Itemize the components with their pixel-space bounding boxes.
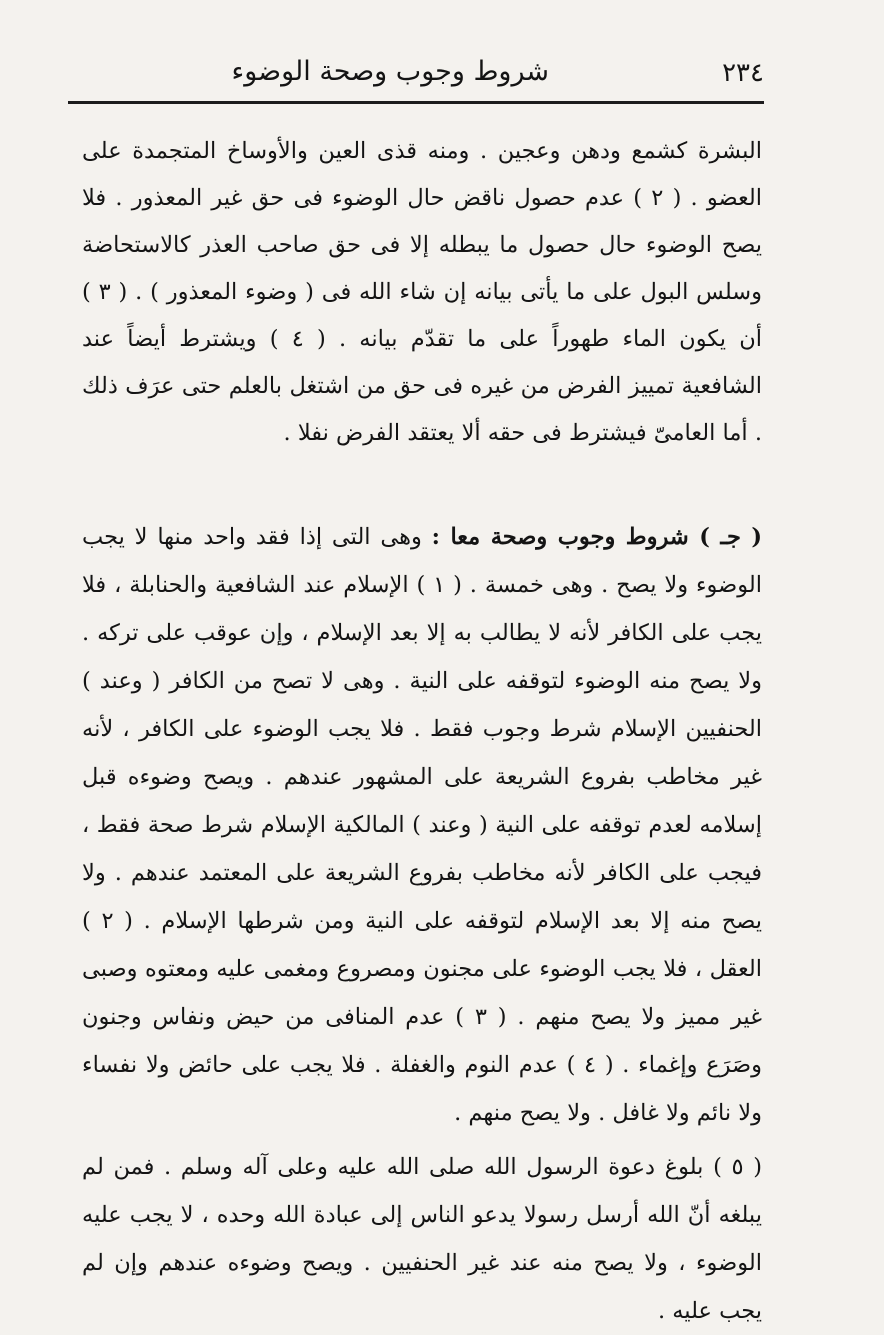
body-text (82, 128, 762, 1335)
paragraph-text: ( ٥ ) بلوغ دعوة الرسول الله صلى الله عليه وعلى آله وسلم . فمن لم يبلغه أنّ الله أرسل رسولا يدعو الناس إلى عبادة الله وحده ، لا يجب عليه الوضوء ، ولا يصح منه عند غير الحنفيين . ويصح وضوءه عندهم وإن لم يجب عليه . (82, 1154, 762, 1324)
paragraph-text: وهى التى إذا فقد واحد منها لا يجب الوضوء ولا يصح . وهى خمسة . ( ١ ) الإسلام عند الشافعية والحنابلة ، فلا يجب على الكافر لأنه لا يطالب به إلا بعد الإسلام ، وإن عوقب على تركه . ولا يصح منه الوضوء لتوقفه على النية . وهى لا تصح من الكافر ( وعند ) الحنفيين الإسلام شرط وجوب فقط . فلا يجب الوضوء على الكافر ، لأنه غير مخاطب بفروع الشريعة على المشهور عندهم . ويصح وضوءه قبل إسلامه لعدم توقفه على النية ( وعند ) المالكية الإسلام شرط صحة فقط ، فيجب على الكافر لأنه مخاطب بفروع الشريعة على المعتمد عندهم . ولا يصح منه إلا بعد الإسلام لتوقفه على النية ومن شرطها الإسلام . ( ٢ ) العقل ، فلا يجب الوضوء على مجنون ومصروع ومغمى عليه ومعتوه وصبى غير مميز ولا يصح منهم . ( ٣ ) عدم المنافى من حيض ونفاس وجنون وصَرَع وإغماء . ( ٤ ) عدم النوم والغفلة . فلا يجب على حائض ولا نفساء ولا نائم ولا غافل . ولا يصح منهم . (82, 524, 762, 1126)
paragraph-text: البشرة كشمع ودهن وعجين . ومنه قذى العين والأوساخ المتجمدة على العضو . ( ٢ ) عدم حصول ناقض حال الوضوء فى حق غير المعذور . فلا يصح الوضوء حال حصول ما يبطله إلا فى حق صاحب العذر كالاستحاضة وسلس البول على ما يأتى بيانه إن شاء الله فى ( وضوء المعذور ) . ( ٣ ) أن يكون الماء طهوراً على ما تقدّم بيانه . ( ٤ ) ويشترط أيضاً عند الشافعية تمييز الفرض من غيره فى حق من اشتغل بالعلم حتى عرَف ذلك . أما العامىّ فيشترط فى حقه ألا يعتقد الفرض نفلا . (82, 138, 763, 446)
page-header (68, 52, 764, 96)
paragraph (82, 1143, 762, 1335)
page-number: ٢٣٤ (722, 58, 764, 88)
running-title: شروط وجوب وصحة الوضوء (231, 56, 549, 87)
section-heading: ( جـ ) شروط وجوب وصحة معا : (431, 524, 762, 550)
paragraph (82, 513, 762, 1137)
header-rule (68, 101, 764, 104)
paragraph (82, 128, 762, 457)
